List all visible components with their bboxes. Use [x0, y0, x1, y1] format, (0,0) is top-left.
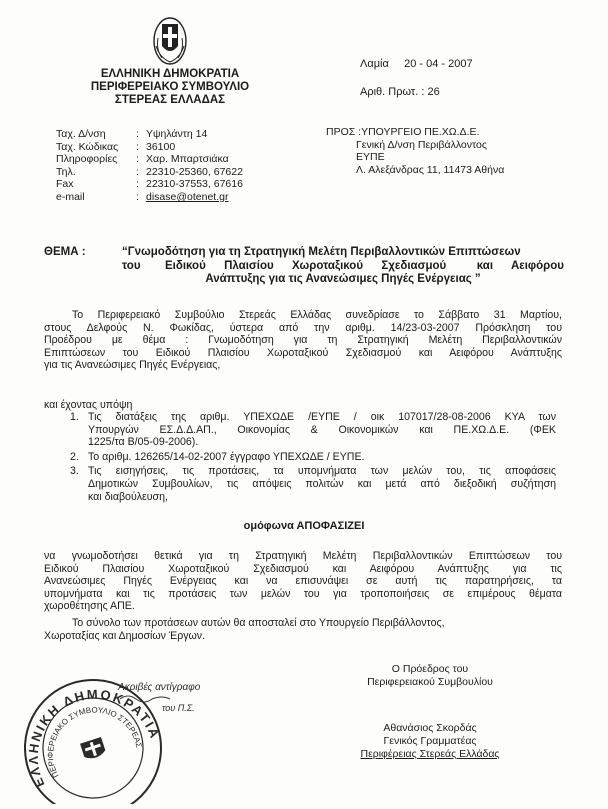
subject-line: του Ειδικού Πλαισίου Χωροταξικού Σχεδιασμού και Αειφόρου — [122, 259, 564, 272]
signature-title — [360, 663, 500, 689]
signatory-org: Περιφέρειας Στερεάς Ελλάδας — [360, 748, 500, 760]
list-item — [70, 465, 556, 503]
recipient-block — [326, 126, 504, 176]
text-line: στους Δελφούς Ν. Φωκίδας, ύστερα από την αριθμ. 14/23-03-2007 Πρόσκληση του — [44, 321, 562, 334]
text-line: χωροθέτησης ΑΠΕ. — [44, 600, 135, 613]
info-key: Τηλ. — [56, 165, 76, 178]
info-key: e-mail — [56, 190, 85, 203]
signature-block — [350, 722, 510, 761]
email-link[interactable]: disase@otenet.gr — [146, 190, 229, 203]
list-number: 1. — [70, 411, 79, 423]
certified-copy-line: του Π.Σ. — [162, 703, 195, 713]
info-key: Ταχ. Κώδικας — [56, 140, 119, 153]
text-line: Προέδρου με θέμα : Γνωμοδότηση για τη Στρατηγική Μελέτη Περιβαλλοντικών — [44, 334, 562, 347]
text-line: Τις διατάξεις της αριθμ. ΥΠΕΧΩΔΕ /ΕΥΠΕ / οικ 107017/28-08-2006 ΚΥΑ των — [88, 411, 556, 423]
signature-title-line: Ο Πρόεδρος του — [391, 663, 469, 675]
info-value: Χαρ. Μπαρτσιάκα — [146, 153, 229, 166]
subject-line: Ανάπτυξης για τις Ανανεώσιμες Πηγές Ενέργειας ” — [205, 273, 481, 285]
info-row-email: e-mail : disase@otenet.gr — [56, 191, 286, 204]
text-line: Δημοτικών Συμβουλίων, τις απόψεις πολιτών και μετά από διεξοδική συζήτηση — [88, 477, 556, 490]
list-item — [70, 411, 556, 449]
text-line: να γνωμοδοτήσει θετικά για τη Στρατηγική Μελέτη Περιβαλλοντικών Επιπτώσεων του — [44, 550, 562, 562]
considering-label: και έχοντας υπόψη — [44, 399, 133, 411]
info-value: 22310-25360, 67622 — [146, 165, 243, 178]
header-region: ΣΤΕΡΕΑΣ ΕΛΛΑΔΑΣ — [114, 94, 226, 106]
considerations-list — [70, 411, 556, 505]
closing-paragraph — [44, 617, 562, 642]
certified-copy-note — [118, 682, 208, 714]
certified-copy-line: Ακριβές αντίγραφο — [118, 682, 201, 693]
stamp-inner-text: ΠΕΡΙΦΕΡΕΙΑΚΟ ΣΥΜΒΟΥΛΙΟ ΣΤΕΡΕΑΣ — [46, 705, 144, 780]
signatory-role: Γενικός Γραμματέας — [383, 735, 477, 747]
decision-heading: ομόφωνα ΑΠΟΦΑΣΙΖΕΙ — [243, 520, 365, 532]
header-council: ΠΕΡΙΦΕΡΕΙΑΚΟ ΣΥΜΒΟΥΛΙΟ — [90, 81, 250, 93]
text-line: Χωροταξίας και Δημοσίων Έργων. — [44, 629, 206, 642]
decision-paragraph — [44, 550, 562, 613]
info-key: Πληροφορίες — [56, 153, 118, 166]
greek-emblem-icon — [152, 16, 188, 66]
protocol-number: Αριθ. Πρωτ. : 26 — [360, 86, 440, 98]
text-line: υπομνήματα και τις προτάσεις των μελών του για τροποποιήσεις σε επιμέρους θέματα — [44, 587, 562, 600]
signatory-name: Αθανάσιος Σκορδάς — [383, 722, 477, 734]
stamp-outer-text: ΕΛΛΗΝΙΚΗ ΔΗΜΟΚΡΑΤΙΑ — [25, 686, 163, 790]
subject-label: ΘΕΜΑ : — [44, 246, 86, 258]
list-number: 3. — [70, 465, 79, 478]
signature-scribble — [118, 693, 208, 703]
info-row-fax: Fax : 22310-37553, 67616 — [56, 178, 286, 191]
text-line: και διαβούλευση, — [88, 490, 168, 503]
sender-info — [56, 128, 286, 204]
info-key: Ταχ. Δ/νση — [56, 128, 106, 140]
text-line: Ειδικού Πλαισίου Χωροταξικού Σχεδιασμού και Αειφόρου Ανάπτυξης για τις — [44, 562, 562, 575]
recipient-line: ΠΡΟΣ :ΥΠΟΥΡΓΕΙΟ ΠΕ.ΧΩ.Δ.Ε. — [326, 126, 480, 138]
info-row-contact: Πληροφορίες : Χαρ. Μπαρτσιάκα — [56, 153, 286, 166]
subject-block — [44, 246, 564, 287]
intro-paragraph — [44, 309, 562, 372]
info-value: 22310-37553, 67616 — [146, 178, 243, 191]
text-line: για τις Ανανεώσιμες Πηγές Ενέργειας, — [44, 359, 221, 372]
info-row-phone: Τηλ. : 22310-25360, 67622 — [56, 166, 286, 179]
info-key: Fax — [56, 178, 74, 191]
list-item — [70, 451, 556, 464]
text-line: 1225/τα Β/05-09-2006). — [88, 436, 199, 449]
issuer-header — [60, 68, 280, 107]
subject-line: “Γνωμοδότηση για τη Στρατηγική Μελέτη Περιβαλλοντικών Επιπτώσεων — [122, 246, 521, 258]
info-value: 36100 — [146, 140, 176, 153]
text-line: Υπουργών ΕΣ.Δ.Δ.ΑΠ., Οικονομίας & Οικονομικών και ΠΕ.ΧΩ.Δ.Ε. (ΦΕΚ — [88, 423, 556, 436]
recipient-line: ΕΥΠΕ — [356, 151, 385, 164]
text-line: Τις εισηγήσεις, τις προτάσεις, τα υπομνήματα των μελών του, τις αποφάσεις — [88, 465, 556, 478]
text-line: Ανανεώσιμες Πηγές Ενέργειας και να επισυνάψει σε αυτή τις παρατηρήσεις, τα — [44, 575, 562, 588]
list-number: 2. — [70, 450, 79, 463]
info-row-address: Ταχ. Δ/νση : Υψηλάντη 14 — [56, 128, 286, 141]
signature-title-line: Περιφερειακού Συμβουλίου — [367, 676, 493, 688]
text-line: Το σύνολο των προτάσεων αυτών θα αποσταλεί στο Υπουργείο Περιβάλλοντος, — [72, 617, 445, 629]
recipient-line: Γενική Δ/νση Περιβάλλοντος — [356, 138, 487, 151]
text-line: Το αριθμ. 126265/14-02-2007 έγγραφο ΥΠΕΧΩΔΕ / ΕΥΠΕ. — [88, 450, 365, 463]
info-row-postcode: Ταχ. Κώδικας : 36100 — [56, 141, 286, 154]
header-country: ΕΛΛΗΝΙΚΗ ΔΗΜΟΚΡΑΤΙΑ — [100, 68, 240, 80]
recipient-line: Λ. Αλεξάνδρας 11, 11473 Αθήνα — [356, 163, 505, 176]
place-date: Λαμία 20 - 04 - 2007 — [360, 58, 473, 70]
info-value: Υψηλάντη 14 — [146, 128, 208, 140]
text-line: Επιπτώσεων του Ειδικού Πλαισίου Χωροταξικού Σχεδιασμού και Αειφόρου Ανάπτυξης — [44, 346, 562, 359]
text-line: Το Περιφερειακό Συμβούλιο Στερεάς Ελλάδας συνεδρίασε το Σάββατο 31 Μαρτίου, — [72, 309, 562, 321]
